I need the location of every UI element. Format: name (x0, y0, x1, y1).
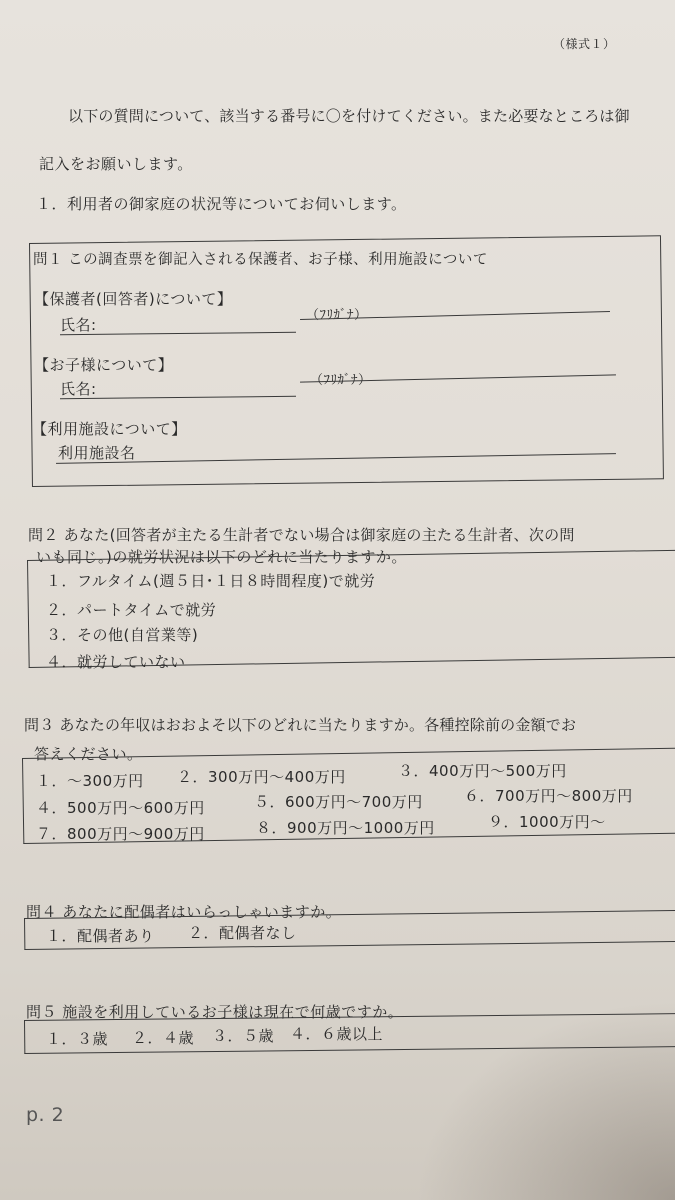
guardian-furigana-label: （ﾌﾘｶﾞﾅ） (306, 308, 368, 323)
child-name-label: 氏名: (60, 380, 97, 398)
q5-option-2[interactable]: ２．４歳 (132, 1029, 195, 1047)
q2-option-1[interactable]: １．フルタイム(週５日･１日８時間程度)で就労 (46, 572, 376, 590)
q3-title-line-2: 答えください。 (34, 745, 143, 763)
q4-option-1[interactable]: １．配偶者あり (46, 927, 155, 945)
q3-option-2[interactable]: ２．300万円～400万円 (177, 768, 346, 786)
q3-option-1[interactable]: １．～300万円 (36, 772, 144, 790)
q2-title-line-1: 問２ あなた(回答者が主たる生計者でない場合は御家庭の主たる生計者、次の問 (28, 526, 575, 544)
guardian-heading: 【保護者(回答者)について】 (34, 290, 233, 308)
q3-option-7[interactable]: ７．800万円～900万円 (36, 825, 205, 843)
q5-option-4[interactable]: ４．６歳以上 (290, 1025, 384, 1043)
q2-title-line-2: いも同じ。)の就労状況は以下のどれに当たりますか。 (36, 548, 407, 566)
intro-line-1: 以下の質問について、該当する番号に〇を付けてください。また必要なところは御 (68, 107, 630, 125)
q2-option-3[interactable]: ３．その他(自営業等) (46, 626, 199, 644)
q3-option-6[interactable]: ６．700万円～800万円 (464, 787, 633, 805)
guardian-name-label: 氏名: (60, 316, 97, 334)
q4-title: 問４ あなたに配偶者はいらっしゃいますか。 (26, 903, 342, 921)
q5-title: 問５ 施設を利用しているお子様は現在で何歳ですか。 (26, 1003, 404, 1021)
q1-title: 問１ この調査票を御記入される保護者、お子様、利用施設について (33, 252, 488, 268)
section-1-heading: １．利用者の御家庭の状況等についてお伺いします。 (36, 195, 407, 213)
q5-option-1[interactable]: １．３歳 (46, 1030, 109, 1048)
child-heading: 【お子様について】 (34, 356, 174, 374)
form-label: （様式１） (553, 37, 616, 51)
q3-title-line-1: 問３ あなたの年収はおおよそ以下のどれに当たりますか。各種控除前の金額でお (24, 716, 577, 734)
q2-option-4[interactable]: ４．就労していない (46, 653, 186, 671)
child-furigana-label: （ﾌﾘｶﾞﾅ） (310, 373, 372, 388)
q4-option-2[interactable]: ２．配偶者なし (188, 924, 297, 942)
facility-heading: 【利用施設について】 (32, 420, 187, 438)
q3-option-4[interactable]: ４．500万円～600万円 (36, 799, 205, 817)
q3-option-8[interactable]: ８．900万円～1000万円 (256, 819, 435, 837)
intro-line-2: 記入をお願いします。 (39, 155, 193, 173)
facility-name-label: 利用施設名 (58, 444, 136, 462)
q3-option-3[interactable]: ３．400万円～500万円 (398, 762, 567, 780)
q2-option-2[interactable]: ２．パートタイムで就労 (46, 601, 217, 619)
q3-option-9[interactable]: ９．1000万円～ (488, 813, 606, 831)
page-number: p. 2 (26, 1104, 65, 1126)
q3-option-5[interactable]: ５．600万円～700万円 (254, 793, 423, 811)
q5-option-3[interactable]: ３．５歳 (212, 1027, 275, 1045)
